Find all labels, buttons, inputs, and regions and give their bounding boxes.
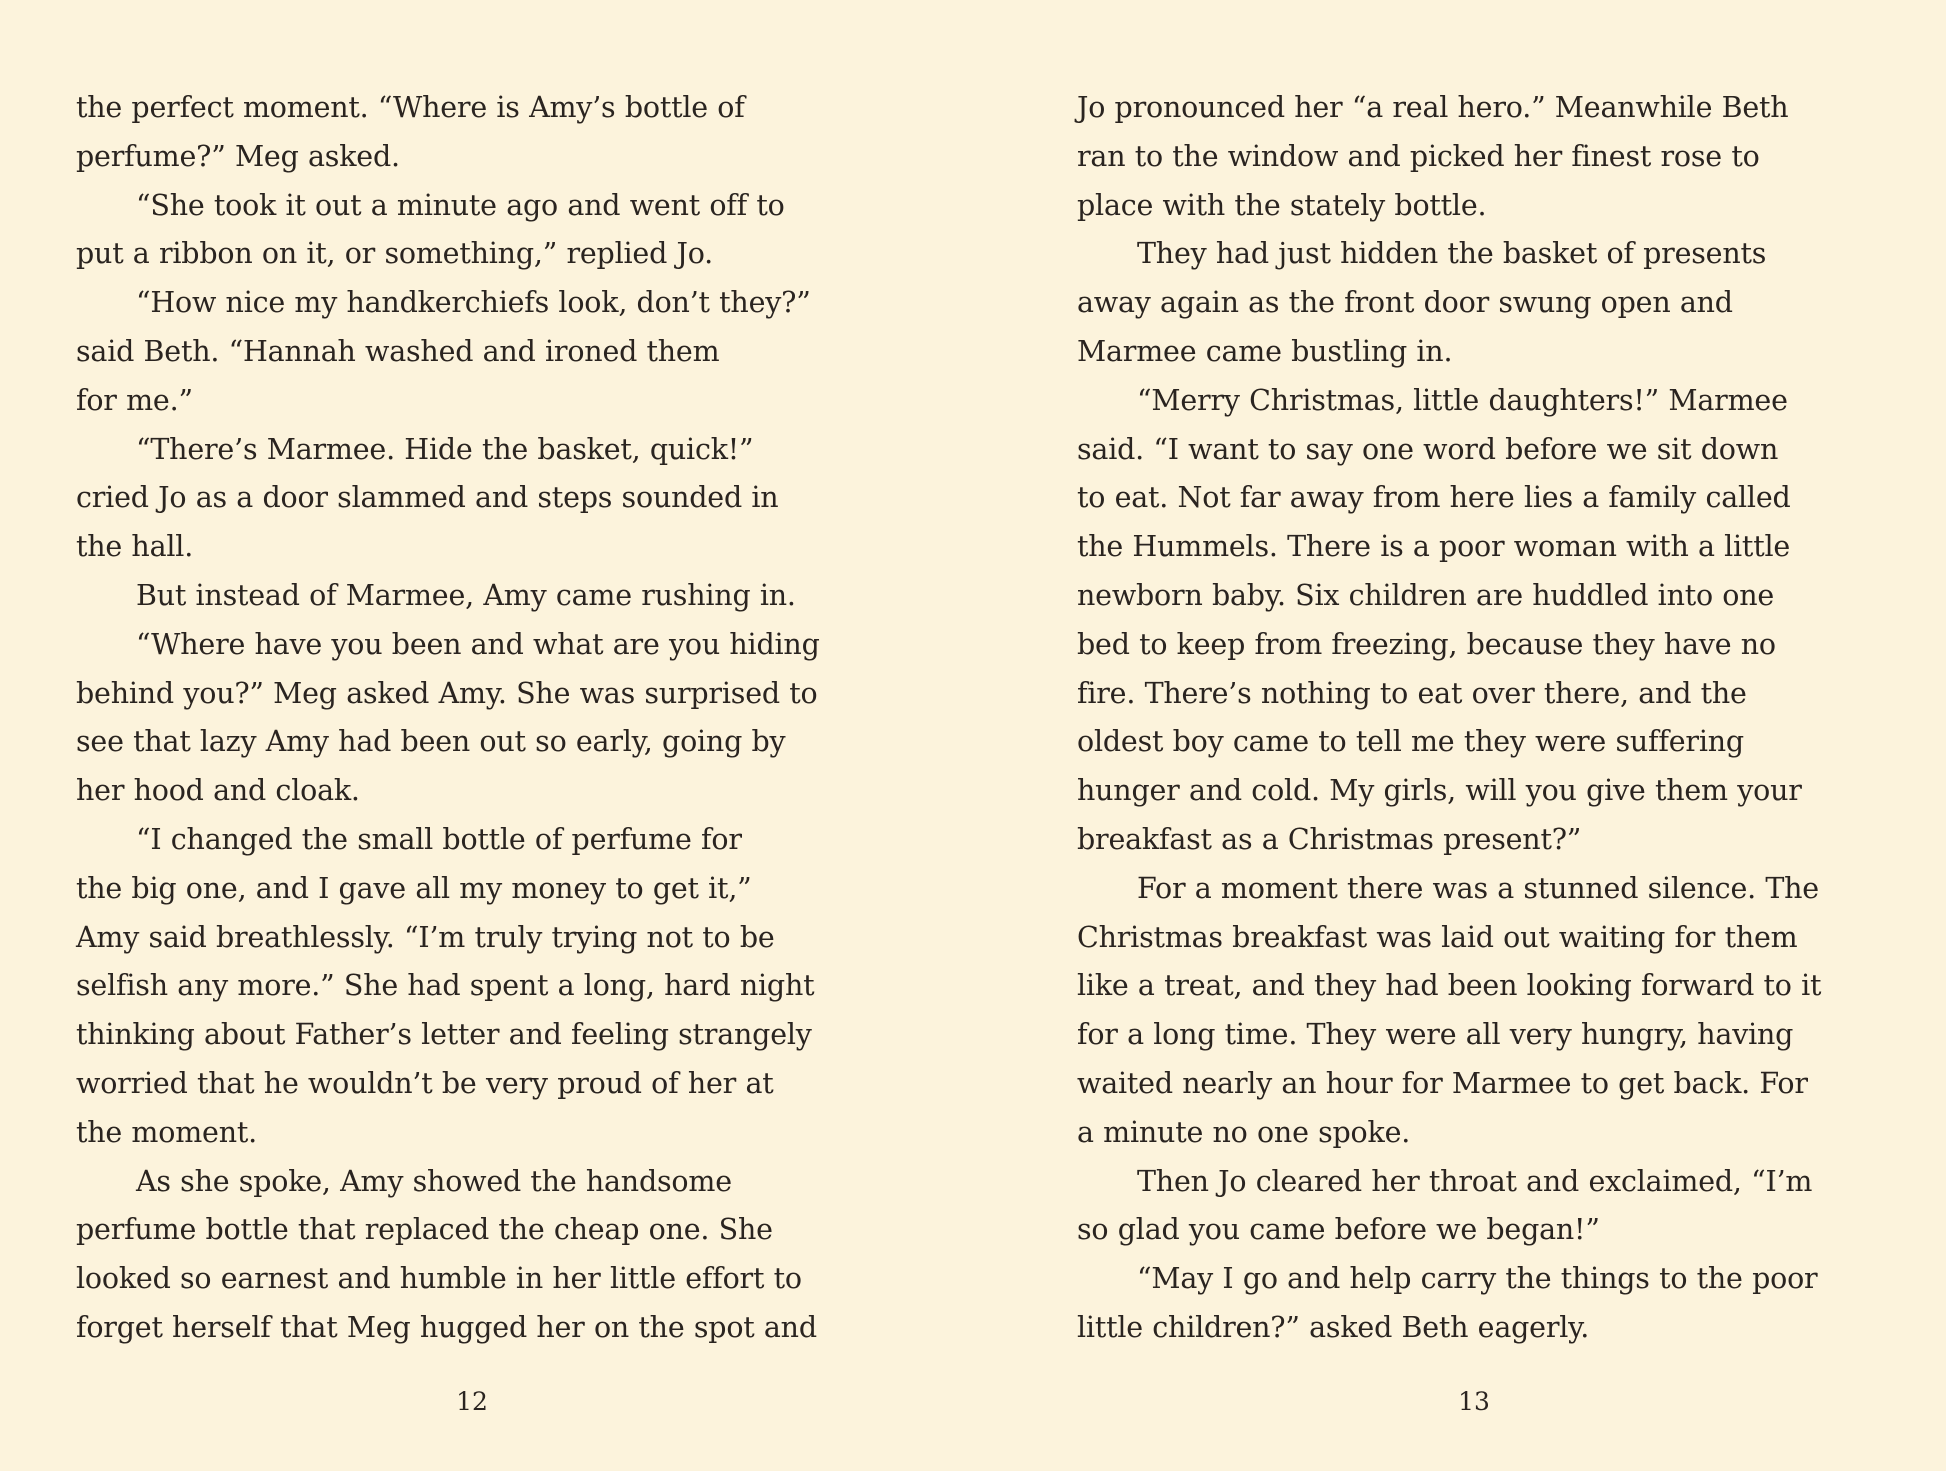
text-line: for a long time. They were all very hungry, having — [1077, 1018, 1794, 1052]
left-page-body — [76, 84, 881, 1353]
text-line: place with the stately bottle. — [1077, 188, 1487, 222]
text-line: “Where have you been and what are you hiding — [136, 627, 820, 661]
text-line: cried Jo as a door slammed and steps sounded in — [76, 481, 779, 515]
text-line: Amy said breathlessly. “I’m truly trying not to be — [76, 920, 775, 954]
right-page-number: 13 — [1458, 1387, 1490, 1416]
text-line: said. “I want to say one word before we sit down — [1077, 432, 1779, 466]
text-line: Marmee came bustling in. — [1077, 334, 1453, 368]
text-line: fire. There’s nothing to eat over there, and the — [1077, 676, 1747, 710]
text-line: the big one, and I gave all my money to get it,” — [76, 871, 752, 905]
left-page — [76, 84, 881, 1353]
text-line: perfume?” Meg asked. — [76, 139, 400, 173]
text-line: to eat. Not far away from here lies a family called — [1077, 481, 1791, 515]
text-line: bed to keep from freezing, because they have no — [1077, 627, 1776, 661]
text-line: For a moment there was a stunned silence. The — [1137, 871, 1819, 905]
text-line: But instead of Marmee, Amy came rushing in. — [136, 578, 796, 612]
text-line: “She took it out a minute ago and went off to — [136, 188, 785, 222]
text-line: her hood and cloak. — [76, 774, 360, 808]
text-line: ran to the window and picked her finest rose to — [1077, 139, 1760, 173]
text-line: “May I go and help carry the things to the poor — [1137, 1262, 1818, 1296]
text-line: hunger and cold. My girls, will you give them your — [1077, 774, 1802, 808]
text-line: looked so earnest and humble in her little effort to — [76, 1262, 802, 1296]
text-line: see that lazy Amy had been out so early, going by — [76, 725, 786, 759]
left-page-number: 12 — [456, 1387, 488, 1416]
text-line: “How nice my handkerchiefs look, don’t they?” — [136, 286, 811, 320]
text-line: for me.” — [76, 383, 193, 417]
text-line: As she spoke, Amy showed the handsome — [136, 1164, 732, 1198]
text-line: Then Jo cleared her throat and exclaimed, “I’m — [1137, 1164, 1813, 1198]
text-line: They had just hidden the basket of presents — [1137, 237, 1767, 271]
text-line: behind you?” Meg asked Amy. She was surprised to — [76, 676, 818, 710]
text-line: so glad you came before we began!” — [1077, 1213, 1600, 1247]
text-line: away again as the front door swung open and — [1077, 286, 1733, 320]
right-page — [1077, 84, 1882, 1353]
text-line: selfish any more.” She had spent a long, hard night — [76, 969, 815, 1003]
text-line: Jo pronounced her “a real hero.” Meanwhile Beth — [1077, 91, 1789, 124]
text-line: waited nearly an hour for Marmee to get back. For — [1077, 1066, 1808, 1100]
text-line: a minute no one spoke. — [1077, 1115, 1411, 1149]
text-line: the Hummels. There is a poor woman with a little — [1077, 530, 1791, 564]
text-line: put a ribbon on it, or something,” replied Jo. — [76, 237, 714, 271]
text-line: the perfect moment. “Where is Amy’s bottle of — [76, 91, 745, 124]
text-line: Christmas breakfast was laid out waiting for them — [1077, 920, 1798, 954]
text-line: said Beth. “Hannah washed and ironed them — [76, 334, 720, 368]
text-line: little children?” asked Beth eagerly. — [1077, 1310, 1590, 1344]
text-line: “I changed the small bottle of perfume for — [136, 822, 742, 856]
text-line: perfume bottle that replaced the cheap one. She — [76, 1213, 773, 1247]
text-line: newborn baby. Six children are huddled into one — [1077, 578, 1775, 612]
text-line: thinking about Father’s letter and feeling strangely — [76, 1018, 812, 1052]
text-line: like a treat, and they had been looking forward to it — [1077, 969, 1822, 1003]
text-line: forget herself that Meg hugged her on the spot and — [76, 1310, 817, 1344]
text-line: “There’s Marmee. Hide the basket, quick!” — [136, 432, 754, 466]
text-line: breakfast as a Christmas present?” — [1077, 822, 1582, 856]
text-line: oldest boy came to tell me they were suffering — [1077, 725, 1744, 759]
right-page-body — [1077, 84, 1882, 1353]
text-line: “Merry Christmas, little daughters!” Marmee — [1137, 383, 1788, 417]
text-line: worried that he wouldn’t be very proud of her at — [76, 1066, 774, 1100]
text-line: the hall. — [76, 530, 194, 564]
text-line: the moment. — [76, 1115, 257, 1149]
